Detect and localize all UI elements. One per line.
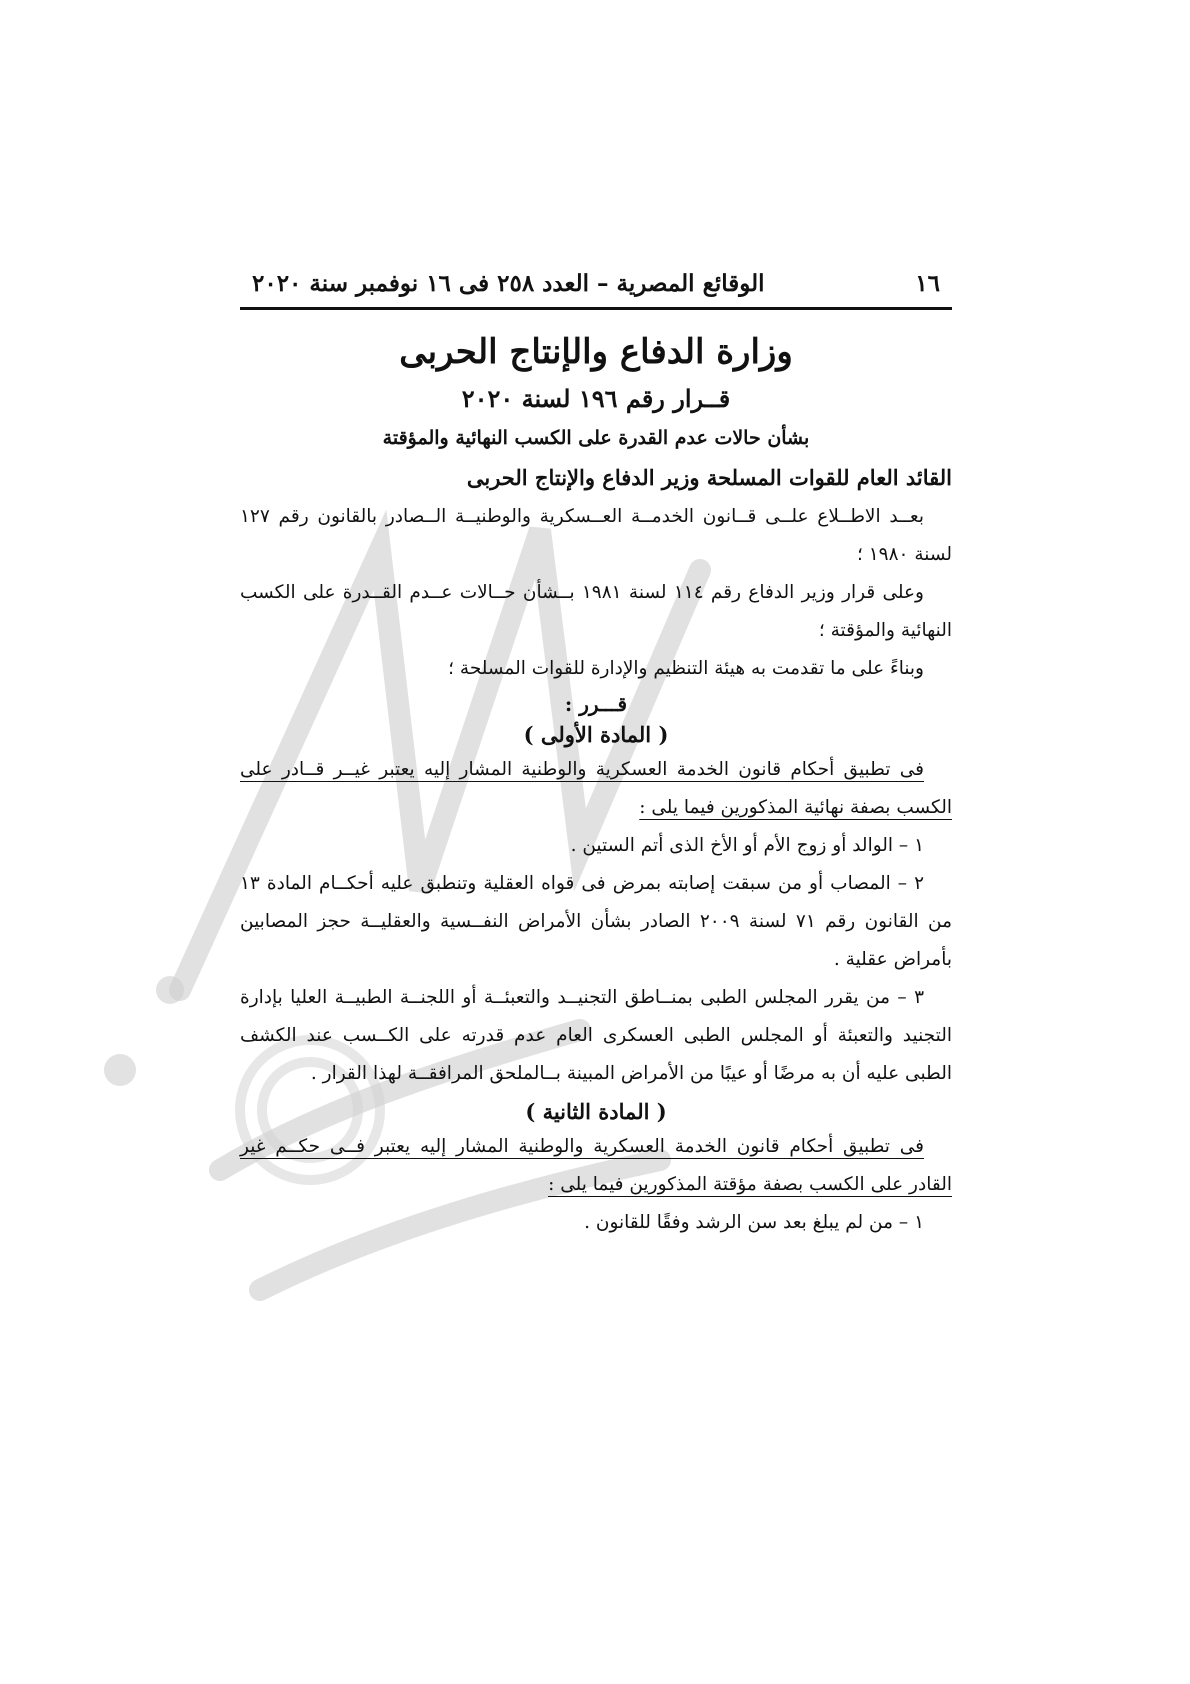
decided-label: قـــرر : xyxy=(564,692,628,716)
decree-issuer: القائد العام للقوات المسلحة وزير الدفاع والإنتاج الحربى xyxy=(466,465,952,490)
page-number: ١٦ xyxy=(915,270,940,297)
publication-line: الوقائع المصرية – العدد ٢٥٨ فى ١٦ نوفمبر سنة ٢٠٢٠ xyxy=(252,270,765,297)
preamble-paragraph: وعلى قرار وزير الدفاع رقم ١١٤ لسنة ١٩٨١ بــشأن حــالات عــدم القــدرة على الكسب النهائية والمؤقتة ؛ xyxy=(240,582,952,641)
article-1-intro: فى تطبيق أحكام قانون الخدمة العسكرية والوطنية المشار إليه يعتبر غيــر قــادر على الكسب بصفة نهائية المذكورين فيما يلى : xyxy=(240,759,952,818)
preamble-paragraph: بعــد الاطــلاع علــى قــانون الخدمــة العــسكرية والوطنيــة الــصادر بالقانون رقم ١٢٧ لسنة ١٩٨٠ ؛ xyxy=(240,506,952,565)
page-header xyxy=(240,270,952,310)
ministry-title: وزارة الدفاع والإنتاج الحربى xyxy=(399,332,793,372)
article-2-item: ١ – من لم يبلغ بعد سن الرشد وفقًا للقانون . xyxy=(584,1212,924,1233)
article-2-intro: فى تطبيق أحكام قانون الخدمة العسكرية والوطنية المشار إليه يعتبر فــى حكــم غير القادر على الكسب بصفة مؤقتة المذكورين فيما يلى : xyxy=(240,1136,952,1195)
article-1-item: ٢ – المصاب أو من سبقت إصابته بمرض فى قواه العقلية وتنطبق عليه أحكــام المادة ١٣ من القانون رقم ٧١ لسنة ٢٠٠٩ الصادر بشأن الأمراض النفــسية والعقليــة حجز المصابين بأمراض عقلية . xyxy=(240,873,952,970)
preamble-paragraph: وبناءً على ما تقدمت به هيئة التنظيم والإدارة للقوات المسلحة ؛ xyxy=(448,658,924,679)
article-2-heading: ( المادة الثانية ) xyxy=(525,1099,667,1124)
decree-title: قــرار رقم ١٩٦ لسنة ٢٠٢٠ xyxy=(461,384,731,413)
article-1-item: ١ – الوالد أو زوج الأم أو الأخ الذى أتم الستين . xyxy=(570,835,924,856)
article-1-heading: ( المادة الأولى ) xyxy=(523,722,669,747)
document-page xyxy=(240,270,952,1242)
article-1-item: ٣ – من يقرر المجلس الطبى بمنــاطق التجنيــد والتعبئــة أو اللجنــة الطبيــة العليا بإدارة التجنيد والتعبئة أو المجلس الطبى العسكرى العام عدم قدرته على الكــسب عند الكشف الطبى عليه أن به مرضًا أو عيبًا من الأمراض المبينة بــالملحق المرافقــة لهذا القرار . xyxy=(240,987,952,1084)
decree-subject: بشأن حالات عدم القدرة على الكسب النهائية والمؤقتة xyxy=(382,427,810,449)
